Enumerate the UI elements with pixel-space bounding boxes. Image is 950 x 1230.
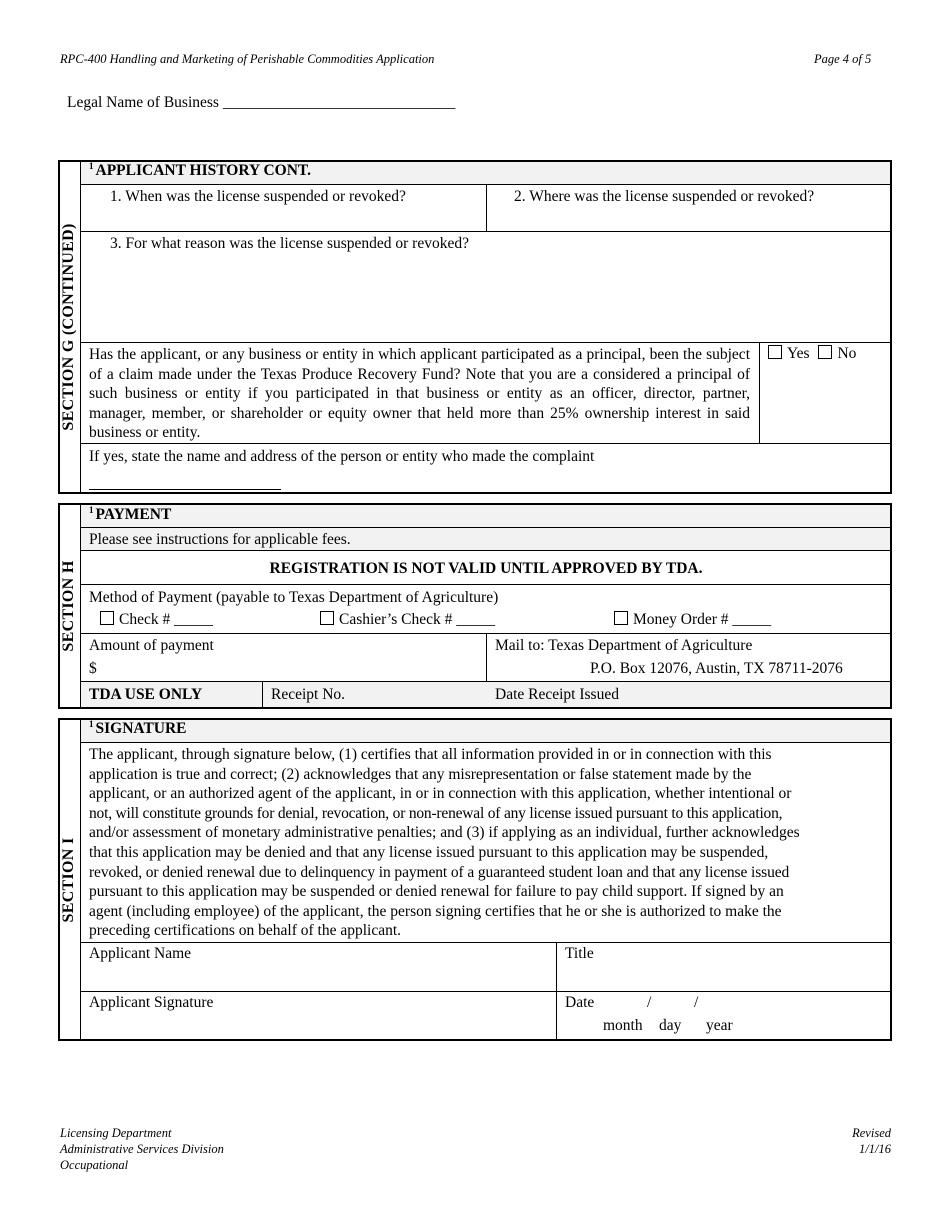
- date-hint-day: day: [659, 1017, 682, 1034]
- question-2: 2. Where was the license suspended or revoked?: [514, 188, 815, 205]
- mail-to-label: Mail to: Texas Department of Agriculture: [495, 637, 753, 654]
- complaint-input-line[interactable]: [89, 489, 281, 490]
- no-checkbox[interactable]: [818, 345, 832, 359]
- question-3: 3. For what reason was the license suspended or revoked?: [110, 235, 469, 252]
- date-hint-year: year: [706, 1017, 733, 1034]
- receipt-no: Receipt No.: [271, 686, 346, 703]
- form-title: RPC-400 Handling and Marketing of Perishable Commodities Application: [60, 52, 435, 66]
- check-checkbox[interactable]: [100, 611, 114, 625]
- applicant-name-field[interactable]: Applicant Name: [89, 945, 192, 962]
- section-i-side-label: SECTION I: [60, 837, 77, 922]
- amount-field[interactable]: $: [89, 660, 97, 677]
- date-field[interactable]: Date: [565, 994, 595, 1011]
- registration-notice: REGISTRATION IS NOT VALID UNTIL APPROVED BY TDA.: [269, 560, 703, 577]
- amount-label: Amount of payment: [89, 637, 214, 654]
- footer-department: Licensing Department Administrative Services Division Occupational: [60, 1126, 224, 1172]
- date-hint-month: month: [603, 1017, 643, 1034]
- section-i-title: $^1$ SIGNATURE: [89, 719, 187, 738]
- section-g-side-label: SECTION G (CONTINUED): [60, 223, 77, 431]
- legal-name-field[interactable]: ______________________________: [222, 94, 456, 111]
- certification-text: The applicant, through signature below, (1) certifies that all information provided in or in connection with this application is true and correct; (2) acknowledges that any misrepresentation or false statement made by the applicant, or an authorized agent of the applicant, in or in connection with this application, whether intentional or not, will constitute grounds for denial, revocation, or non-renewal of any license issued pursuant to this application, and/or assessment of monetary administrative penalties; and (3) if applying as an individual, further acknowledges that this application may be denied and that any license issued pursuant to this application may be suspended, revoked, or denied renewal due to delinquency in payment of a guaranteed student loan and that any license issued pursuant to this application may be suspended or denied renewal for failure to pay child support. If signed by an agent (including employee) of the applicant, the person signing certifies that he or she is authorized to make the preceding certifications on behalf of the applicant.: [89, 746, 800, 940]
- cashiers-check-checkbox[interactable]: [320, 611, 334, 625]
- section-g-title: $^1$ APPLICANT HISTORY CONT.: [89, 161, 311, 180]
- applicant-signature-field[interactable]: Applicant Signature: [89, 994, 214, 1011]
- section-h-title: $^1$ PAYMENT: [89, 505, 172, 524]
- tda-use-only: TDA USE ONLY: [89, 686, 203, 703]
- claim-yes-no: [768, 345, 856, 363]
- cashiers-check-option: Cashier’s Check # _____: [320, 611, 495, 629]
- title-field[interactable]: Title: [565, 945, 594, 962]
- question-1: 1. When was the license suspended or revoked?: [110, 188, 406, 205]
- page-number: Page 4 of 5: [814, 52, 872, 66]
- money-order-checkbox[interactable]: [614, 611, 628, 625]
- legal-name-label: Legal Name of Business: [67, 94, 219, 111]
- no-label: No: [837, 345, 857, 362]
- date-separator: /: [647, 994, 652, 1011]
- check-option: Check # _____: [100, 611, 213, 629]
- yes-checkbox[interactable]: [768, 345, 782, 359]
- payment-instructions: Please see instructions for applicable fees.: [89, 531, 351, 548]
- legal-name-row: [67, 94, 455, 112]
- date-receipt-issued: Date Receipt Issued: [495, 686, 619, 703]
- payment-method-label: Method of Payment (payable to Texas Department of Agriculture): [89, 589, 499, 606]
- yes-label: Yes: [787, 345, 810, 362]
- claim-question: Has the applicant, or any business or entity in which applicant participated as a principal, been the subject of a claim made under the Texas Produce Recovery Fund? Note that you are a considered a principal of such business or entity if you participated in that business or entity as an officer, director, partner, manager, member, or shareholder or equity owner that held more than 25% ownership interest in said business or entity.: [89, 346, 750, 442]
- date-separator: /: [694, 994, 699, 1011]
- section-h-side-label: SECTION H: [60, 560, 77, 652]
- complaint-prompt: If yes, state the name and address of the person or entity who made the complaint: [89, 448, 595, 465]
- money-order-option: Money Order # _____: [614, 611, 771, 629]
- footer-revised: Revised 1/1/16: [852, 1126, 891, 1156]
- mail-address: P.O. Box 12076, Austin, TX 78711-2076: [590, 660, 843, 677]
